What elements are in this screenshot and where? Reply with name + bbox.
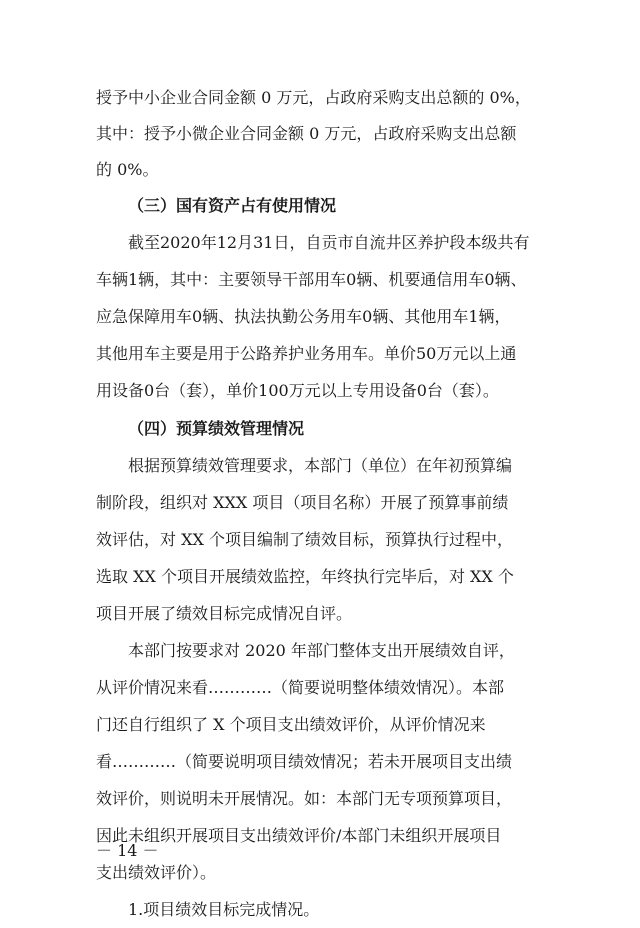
text-line: 支出绩效评价）。 <box>96 863 217 882</box>
text-line: 应急保障用车0辆、执法执勤公务用车0辆、其他用车1辆， <box>96 307 511 326</box>
text-line: 项目开展了绩效目标完成情况自评。 <box>96 604 353 623</box>
text-line: 选取 XX 个项目开展绩效监控，年终执行完毕后，对 XX 个 <box>96 567 514 586</box>
text-line: 截至2020年12月31日，自贡市自流井区养护段本级共有 <box>128 233 530 252</box>
text-line: 授予中小企业合同金额 0 万元，占政府采购支出总额的 0%， <box>96 88 531 107</box>
text-line: 效评价，则说明未开展情况。如：本部门无专项预算项目， <box>96 789 513 808</box>
section-heading: （四）预算绩效管理情况 <box>128 419 305 438</box>
text-line: 本部门按要求对 2020 年部门整体支出开展绩效自评， <box>128 641 515 660</box>
text-line: 从评价情况来看…………（简要说明整体绩效情况）。本部 <box>96 678 505 697</box>
text-line: 用设备0台（套），单价100万元以上专用设备0台（套）。 <box>96 381 499 400</box>
text-line: 制阶段，组织对 XXX 项目（项目名称）开展了预算事前绩 <box>96 493 509 512</box>
page-number: － 14 － <box>96 841 159 860</box>
text-line: 因此未组织开展项目支出绩效评价/本部门未组织开展项目 <box>96 826 502 845</box>
text-line: 车辆1辆，其中：主要领导干部用车0辆、机要通信用车0辆、 <box>96 270 527 289</box>
text-line: 其他用车主要是用于公路养护业务用车。单价50万元以上通 <box>96 344 517 363</box>
text-line: 门还自行组织了 X 个项目支出绩效评价，从评价情况来 <box>96 715 486 734</box>
section-heading: （三）国有资产占有使用情况 <box>128 196 337 215</box>
text-line: 看…………（简要说明项目绩效情况；若未开展项目支出绩 <box>96 752 513 771</box>
text-line: 其中：授予小微企业合同金额 0 万元，占政府采购支出总额 <box>96 124 517 143</box>
text-line: 根据预算绩效管理要求，本部门（单位）在年初预算编 <box>128 456 513 475</box>
text-line: 效评估，对 XX 个项目编制了绩效目标，预算执行过程中， <box>96 530 513 549</box>
text-line: 的 0%。 <box>96 160 159 179</box>
text-line: 1.项目绩效目标完成情况。 <box>128 900 320 919</box>
